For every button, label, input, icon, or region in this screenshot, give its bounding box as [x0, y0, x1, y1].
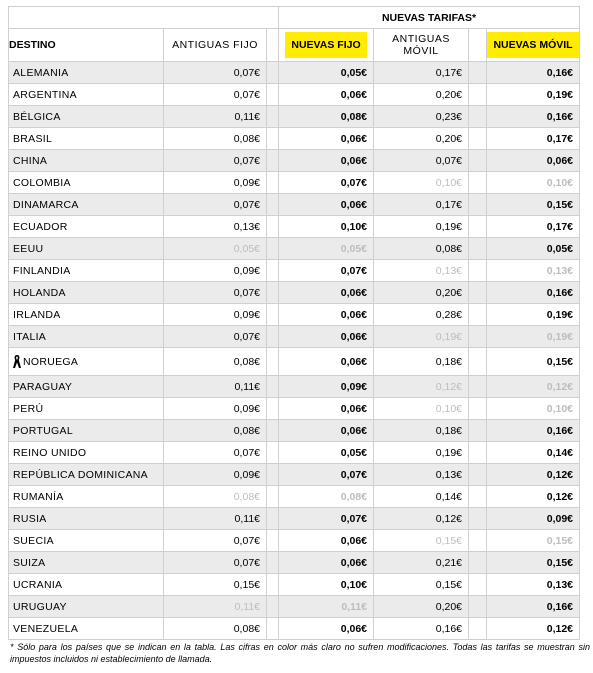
cell-destino: EEUU: [9, 238, 164, 260]
spacer-cell: [469, 282, 487, 304]
cell-nuevas-fijo: 0,06€: [279, 348, 374, 376]
cell-antiguas-movil: 0,20€: [374, 128, 469, 150]
cell-nuevas-fijo: 0,07€: [279, 464, 374, 486]
table-row: [9, 596, 580, 618]
cell-nuevas-fijo: 0,06€: [279, 150, 374, 172]
spacer-cell: [267, 398, 279, 420]
cell-nuevas-movil: 0,16€: [487, 62, 580, 84]
column-header-row: [9, 29, 580, 62]
cell-antiguas-fijo: 0,07€: [164, 84, 267, 106]
cell-destino: ECUADOR: [9, 216, 164, 238]
cell-nuevas-movil: 0,16€: [487, 282, 580, 304]
cell-nuevas-fijo: 0,11€: [279, 596, 374, 618]
cell-nuevas-fijo: 0,06€: [279, 398, 374, 420]
table-row: [9, 106, 580, 128]
cell-antiguas-fijo: 0,07€: [164, 530, 267, 552]
spacer-cell: [469, 618, 487, 640]
spacer-cell: [469, 304, 487, 326]
cell-nuevas-fijo: 0,07€: [279, 172, 374, 194]
table-row: [9, 150, 580, 172]
cell-antiguas-movil: 0,17€: [374, 62, 469, 84]
table-row: [9, 348, 580, 376]
cell-destino: DINAMARCA: [9, 194, 164, 216]
cell-nuevas-movil: 0,14€: [487, 442, 580, 464]
spacer-cell: [469, 398, 487, 420]
spacer-cell: [469, 508, 487, 530]
cell-antiguas-movil: 0,14€: [374, 486, 469, 508]
cell-nuevas-fijo: 0,06€: [279, 282, 374, 304]
cell-antiguas-movil: 0,07€: [374, 150, 469, 172]
spacer-cell: [267, 29, 279, 62]
cell-antiguas-movil: 0,21€: [374, 552, 469, 574]
spacer-cell: [267, 216, 279, 238]
spacer-cell: [267, 128, 279, 150]
cell-antiguas-fijo: 0,09€: [164, 304, 267, 326]
table-row: [9, 326, 580, 348]
table-row: [9, 304, 580, 326]
cell-nuevas-movil: 0,06€: [487, 150, 580, 172]
cell-antiguas-fijo: 0,07€: [164, 62, 267, 84]
mourning-ribbon-icon: [13, 355, 21, 369]
spacer-cell: [267, 530, 279, 552]
table-row: [9, 84, 580, 106]
spacer-cell: [469, 596, 487, 618]
spacer-cell: [469, 486, 487, 508]
spacer-cell: [469, 172, 487, 194]
cell-antiguas-movil: 0,28€: [374, 304, 469, 326]
cell-nuevas-fijo: 0,05€: [279, 442, 374, 464]
cell-antiguas-movil: 0,10€: [374, 172, 469, 194]
spacer-cell: [469, 348, 487, 376]
cell-nuevas-movil: 0,16€: [487, 106, 580, 128]
spacer-cell: [267, 238, 279, 260]
cell-antiguas-movil: 0,16€: [374, 618, 469, 640]
table-row: [9, 260, 580, 282]
cell-destino: UCRANIA: [9, 574, 164, 596]
cell-nuevas-fijo: 0,06€: [279, 84, 374, 106]
cell-antiguas-fijo: 0,09€: [164, 172, 267, 194]
cell-nuevas-fijo: 0,06€: [279, 128, 374, 150]
spacer-cell: [469, 326, 487, 348]
cell-antiguas-fijo: 0,08€: [164, 420, 267, 442]
cell-destino: RUSIA: [9, 508, 164, 530]
cell-nuevas-fijo: 0,10€: [279, 216, 374, 238]
cell-antiguas-fijo: 0,13€: [164, 216, 267, 238]
cell-nuevas-fijo: 0,05€: [279, 238, 374, 260]
spacer-cell: [469, 84, 487, 106]
cell-nuevas-movil: 0,15€: [487, 194, 580, 216]
header-nuevas-movil: [487, 29, 580, 62]
table-row: [9, 508, 580, 530]
cell-antiguas-movil: 0,13€: [374, 464, 469, 486]
cell-antiguas-fijo: 0,08€: [164, 618, 267, 640]
cell-antiguas-fijo: 0,11€: [164, 596, 267, 618]
table-row: [9, 442, 580, 464]
cell-antiguas-fijo: 0,07€: [164, 552, 267, 574]
cell-nuevas-movil: 0,16€: [487, 420, 580, 442]
cell-antiguas-fijo: 0,09€: [164, 260, 267, 282]
cell-destino: RUMANÍA: [9, 486, 164, 508]
cell-antiguas-fijo: 0,07€: [164, 326, 267, 348]
spacer-cell: [469, 552, 487, 574]
spacer-cell: [469, 128, 487, 150]
cell-destino: PORTUGAL: [9, 420, 164, 442]
cell-destino: ARGENTINA: [9, 84, 164, 106]
cell-destino: COLOMBIA: [9, 172, 164, 194]
cell-nuevas-fijo: 0,09€: [279, 376, 374, 398]
cell-destino: FINLANDIA: [9, 260, 164, 282]
table-row: [9, 238, 580, 260]
cell-antiguas-movil: 0,10€: [374, 398, 469, 420]
cell-antiguas-movil: 0,19€: [374, 442, 469, 464]
cell-antiguas-movil: 0,19€: [374, 326, 469, 348]
cell-destino: REPÚBLICA DOMINICANA: [9, 464, 164, 486]
cell-destino: REINO UNIDO: [9, 442, 164, 464]
spacer-cell: [267, 552, 279, 574]
cell-destino: SUIZA: [9, 552, 164, 574]
cell-nuevas-movil: 0,13€: [487, 574, 580, 596]
cell-nuevas-movil: 0,10€: [487, 398, 580, 420]
cell-nuevas-movil: 0,19€: [487, 84, 580, 106]
cell-antiguas-movil: 0,19€: [374, 216, 469, 238]
cell-destino: PERÚ: [9, 398, 164, 420]
cell-nuevas-movil: 0,13€: [487, 260, 580, 282]
spacer-cell: [469, 62, 487, 84]
cell-antiguas-movil: 0,17€: [374, 194, 469, 216]
table-row: [9, 486, 580, 508]
header-destino: DESTINO: [9, 29, 164, 62]
spacer-cell: [267, 84, 279, 106]
spacer-cell: [469, 574, 487, 596]
spacer-cell: [469, 260, 487, 282]
cell-antiguas-fijo: 0,08€: [164, 128, 267, 150]
cell-nuevas-movil: 0,15€: [487, 348, 580, 376]
table-row: [9, 530, 580, 552]
destino-label: NORUEGA: [23, 355, 79, 368]
group-header: NUEVAS TARIFAS*: [279, 7, 580, 29]
cell-nuevas-fijo: 0,08€: [279, 486, 374, 508]
cell-antiguas-fijo: 0,08€: [164, 348, 267, 376]
cell-antiguas-fijo: 0,11€: [164, 376, 267, 398]
rates-table-body: [9, 62, 580, 640]
cell-antiguas-movil: 0,15€: [374, 530, 469, 552]
spacer-cell: [267, 508, 279, 530]
spacer-cell: [267, 596, 279, 618]
table-row: [9, 574, 580, 596]
spacer-cell: [267, 574, 279, 596]
spacer-cell: [267, 150, 279, 172]
cell-nuevas-fijo: 0,06€: [279, 304, 374, 326]
cell-nuevas-fijo: 0,06€: [279, 420, 374, 442]
cell-destino: IRLANDA: [9, 304, 164, 326]
cell-antiguas-movil: 0,20€: [374, 596, 469, 618]
spacer-cell: [469, 442, 487, 464]
cell-nuevas-fijo: 0,07€: [279, 508, 374, 530]
spacer-cell: [469, 216, 487, 238]
cell-nuevas-movil: 0,12€: [487, 486, 580, 508]
cell-destino: [9, 348, 164, 376]
cell-nuevas-fijo: 0,08€: [279, 106, 374, 128]
cell-nuevas-fijo: 0,10€: [279, 574, 374, 596]
spacer-cell: [469, 376, 487, 398]
cell-antiguas-fijo: 0,07€: [164, 150, 267, 172]
table-row: [9, 194, 580, 216]
cell-nuevas-movil: 0,17€: [487, 128, 580, 150]
table-row: [9, 172, 580, 194]
spacer-cell: [469, 464, 487, 486]
table-row: [9, 398, 580, 420]
cell-nuevas-movil: 0,12€: [487, 464, 580, 486]
cell-destino: BÉLGICA: [9, 106, 164, 128]
cell-nuevas-movil: 0,15€: [487, 552, 580, 574]
table-row: [9, 420, 580, 442]
blank-corner: [9, 7, 279, 29]
cell-antiguas-fijo: 0,09€: [164, 464, 267, 486]
cell-nuevas-movil: 0,12€: [487, 376, 580, 398]
cell-antiguas-fijo: 0,07€: [164, 442, 267, 464]
cell-antiguas-movil: 0,13€: [374, 260, 469, 282]
table-row: [9, 618, 580, 640]
rates-table: [8, 6, 580, 640]
cell-antiguas-movil: 0,23€: [374, 106, 469, 128]
header-nuevas-fijo-label: NUEVAS FIJO: [285, 32, 366, 59]
table-row: [9, 62, 580, 84]
spacer-cell: [267, 348, 279, 376]
cell-nuevas-movil: 0,19€: [487, 326, 580, 348]
spacer-cell: [469, 106, 487, 128]
cell-antiguas-movil: 0,08€: [374, 238, 469, 260]
cell-antiguas-fijo: 0,05€: [164, 238, 267, 260]
spacer-cell: [469, 420, 487, 442]
spacer-cell: [267, 282, 279, 304]
cell-antiguas-movil: 0,12€: [374, 376, 469, 398]
spacer-cell: [469, 194, 487, 216]
cell-antiguas-fijo: 0,11€: [164, 106, 267, 128]
cell-antiguas-fijo: 0,09€: [164, 398, 267, 420]
spacer-cell: [267, 260, 279, 282]
cell-destino: PARAGUAY: [9, 376, 164, 398]
cell-destino: ITALIA: [9, 326, 164, 348]
cell-nuevas-movil: 0,12€: [487, 618, 580, 640]
header-antiguas-movil: ANTIGUAS MÓVIL: [374, 29, 469, 62]
spacer-cell: [267, 106, 279, 128]
cell-nuevas-fijo: 0,06€: [279, 618, 374, 640]
spacer-cell: [267, 172, 279, 194]
table-row: [9, 282, 580, 304]
spacer-cell: [469, 530, 487, 552]
cell-antiguas-movil: 0,12€: [374, 508, 469, 530]
cell-nuevas-movil: 0,15€: [487, 530, 580, 552]
cell-nuevas-fijo: 0,06€: [279, 194, 374, 216]
cell-nuevas-movil: 0,05€: [487, 238, 580, 260]
cell-antiguas-movil: 0,20€: [374, 282, 469, 304]
cell-destino: URUGUAY: [9, 596, 164, 618]
spacer-cell: [267, 618, 279, 640]
spacer-cell: [267, 194, 279, 216]
spacer-cell: [267, 486, 279, 508]
cell-destino: ALEMANIA: [9, 62, 164, 84]
spacer-cell: [267, 62, 279, 84]
cell-antiguas-movil: 0,18€: [374, 348, 469, 376]
spacer-cell: [267, 442, 279, 464]
cell-antiguas-movil: 0,15€: [374, 574, 469, 596]
spacer-cell: [469, 150, 487, 172]
cell-antiguas-fijo: 0,11€: [164, 508, 267, 530]
cell-destino: BRASIL: [9, 128, 164, 150]
cell-nuevas-movil: 0,10€: [487, 172, 580, 194]
cell-nuevas-fijo: 0,06€: [279, 530, 374, 552]
cell-nuevas-movil: 0,16€: [487, 596, 580, 618]
table-row: [9, 552, 580, 574]
header-antiguas-fijo: ANTIGUAS FIJO: [164, 29, 267, 62]
spacer-cell: [267, 420, 279, 442]
cell-antiguas-fijo: 0,07€: [164, 282, 267, 304]
cell-antiguas-movil: 0,18€: [374, 420, 469, 442]
cell-destino: CHINA: [9, 150, 164, 172]
cell-nuevas-fijo: 0,05€: [279, 62, 374, 84]
group-header-row: [9, 7, 580, 29]
table-row: [9, 128, 580, 150]
spacer-cell: [267, 304, 279, 326]
footnote: * Sólo para los países que se indican en la tabla. Las cifras en color más claro no sufren modificaciones. Todas las tarifas se muestran sin impuestos incluidos ni establecimiento de llamada.: [10, 642, 590, 664]
cell-destino: SUECIA: [9, 530, 164, 552]
header-nuevas-movil-label: NUEVAS MÓVIL: [487, 32, 578, 59]
cell-destino: VENEZUELA: [9, 618, 164, 640]
table-row: [9, 464, 580, 486]
cell-antiguas-fijo: 0,07€: [164, 194, 267, 216]
table-row: [9, 216, 580, 238]
cell-nuevas-movil: 0,19€: [487, 304, 580, 326]
cell-antiguas-fijo: 0,08€: [164, 486, 267, 508]
cell-antiguas-movil: 0,20€: [374, 84, 469, 106]
table-row: [9, 376, 580, 398]
spacer-cell: [267, 326, 279, 348]
cell-nuevas-fijo: 0,06€: [279, 326, 374, 348]
spacer-cell: [469, 238, 487, 260]
cell-nuevas-movil: 0,17€: [487, 216, 580, 238]
cell-nuevas-fijo: 0,06€: [279, 552, 374, 574]
cell-destino: HOLANDA: [9, 282, 164, 304]
cell-nuevas-fijo: 0,07€: [279, 260, 374, 282]
spacer-cell: [267, 464, 279, 486]
spacer-cell: [267, 376, 279, 398]
cell-nuevas-movil: 0,09€: [487, 508, 580, 530]
header-nuevas-fijo: [279, 29, 374, 62]
cell-antiguas-fijo: 0,15€: [164, 574, 267, 596]
spacer-cell: [469, 29, 487, 62]
